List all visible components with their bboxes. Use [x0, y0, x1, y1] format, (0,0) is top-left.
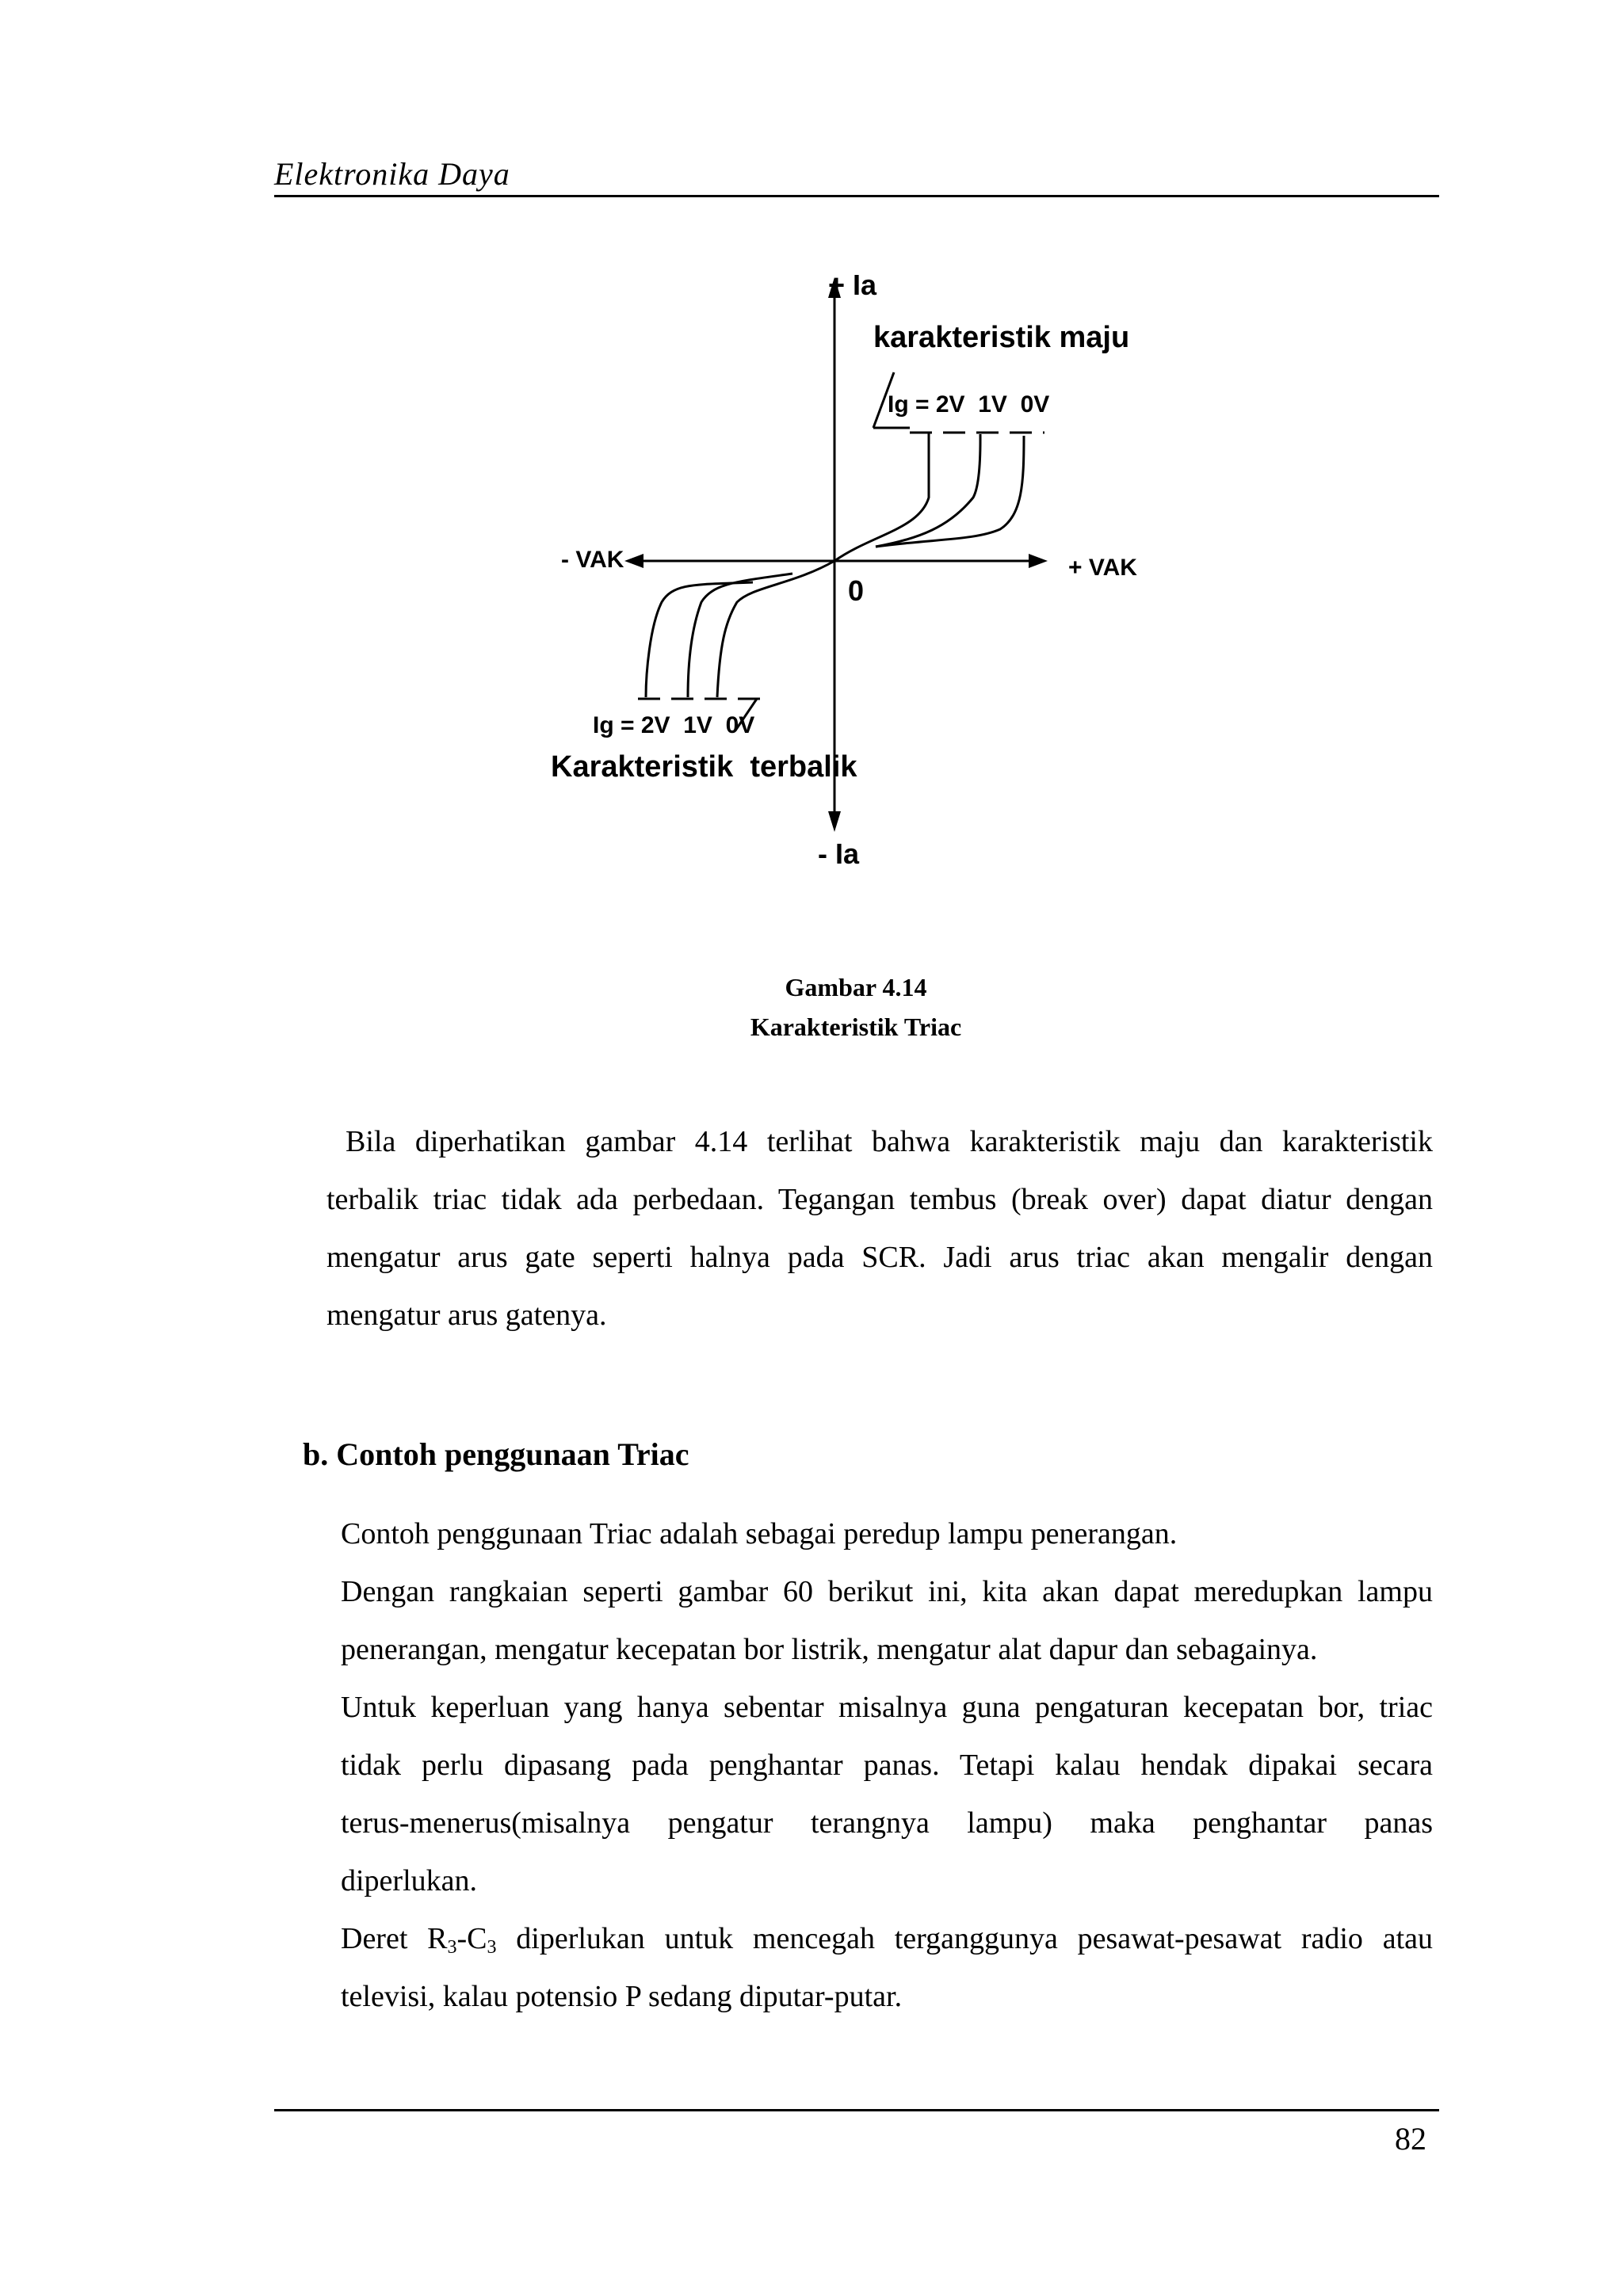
- paragraph-1-line: mengatur arus gate seperti halnya pada SCR. Jadi arus triac akan mengalir dengan: [327, 1241, 1433, 1274]
- deret-mid: -C: [456, 1922, 487, 1955]
- section-b-line: Dengan rangkaian seperti gambar 60 berikut ini, kita akan dapat meredupkan lampu: [341, 1575, 1433, 1608]
- figure-title: Karakteristik Triac: [750, 1013, 962, 1041]
- horizontal-axis-arrow-left: [624, 554, 643, 568]
- gates-reverse: Ig = 2V 1V 0V: [593, 712, 755, 738]
- axis-label-minus-vak: - VAK: [561, 547, 624, 573]
- deret-line: [341, 1910, 1433, 1968]
- gates-forward: Ig = 2V 1V 0V: [888, 391, 1050, 418]
- page-number: 82: [1395, 2121, 1426, 2157]
- forward-curve-0v: [876, 436, 1024, 547]
- section-b-line: televisi, kalau potensio P sedang diputar-putar.: [341, 1980, 903, 2013]
- section-b-body: [341, 1505, 1433, 2026]
- subscript-r3: 3: [447, 1937, 457, 1958]
- origin-label: 0: [848, 574, 865, 607]
- axis-label-plus-ia: + Ia: [828, 269, 877, 301]
- reverse-curve-0v: [646, 582, 753, 697]
- subscript-c3: 3: [487, 1937, 497, 1958]
- running-header: Elektronika Daya: [274, 156, 510, 192]
- deret-suffix: diperlukan untuk mencegah terganggunya pesawat-pesawat radio atau: [496, 1922, 1433, 1955]
- paragraph-1-line: terbalik triac tidak ada perbedaan. Tegangan tembus (break over) dapat diatur dengan: [327, 1183, 1433, 1216]
- section-b-line: terus-menerus(misalnya pengatur terangnya lampu) maka penghantar panas: [341, 1806, 1433, 1840]
- axis-label-minus-ia: - Ia: [818, 837, 860, 870]
- figure-number: Gambar 4.14: [785, 973, 927, 1001]
- paragraph-1: [327, 1113, 1433, 1344]
- triac-characteristic-diagram: [0, 0, 1623, 911]
- section-b-line: diperlukan.: [341, 1864, 478, 1897]
- label-reverse: Karakteristik terbalik: [551, 750, 857, 784]
- section-b-line: penerangan, mengatur kecepatan bor listrik, mengatur alat dapur dan sebagainya.: [341, 1633, 1318, 1666]
- reverse-curve-1v: [688, 574, 792, 697]
- section-b-line: tidak perlu dipasang pada penghantar panas. Tetapi kalau hendak dipakai secara: [341, 1749, 1433, 1782]
- section-heading: b. Contoh penggunaan Triac: [303, 1436, 689, 1472]
- paragraph-1-line: mengatur arus gatenya.: [327, 1299, 607, 1332]
- section-b-line: Contoh penggunaan Triac adalah sebagai peredup lampu penerangan.: [341, 1517, 1178, 1550]
- deret-prefix: Deret R: [341, 1922, 448, 1955]
- label-forward: karakteristik maju: [873, 321, 1130, 354]
- axis-label-plus-vak: + VAK: [1068, 555, 1137, 581]
- vertical-axis-arrow-down: [828, 811, 841, 832]
- footer-rule: [274, 2109, 1439, 2111]
- paragraph-1-line: Bila diperhatikan gambar 4.14 terlihat bahwa karakteristik maju dan karakteristik: [346, 1125, 1433, 1158]
- reverse-curve-2v: [717, 561, 834, 697]
- section-b-line: Untuk keperluan yang hanya sebentar misalnya guna pengaturan kecepatan bor, triac: [341, 1691, 1433, 1724]
- horizontal-axis-arrow-right: [1029, 554, 1048, 568]
